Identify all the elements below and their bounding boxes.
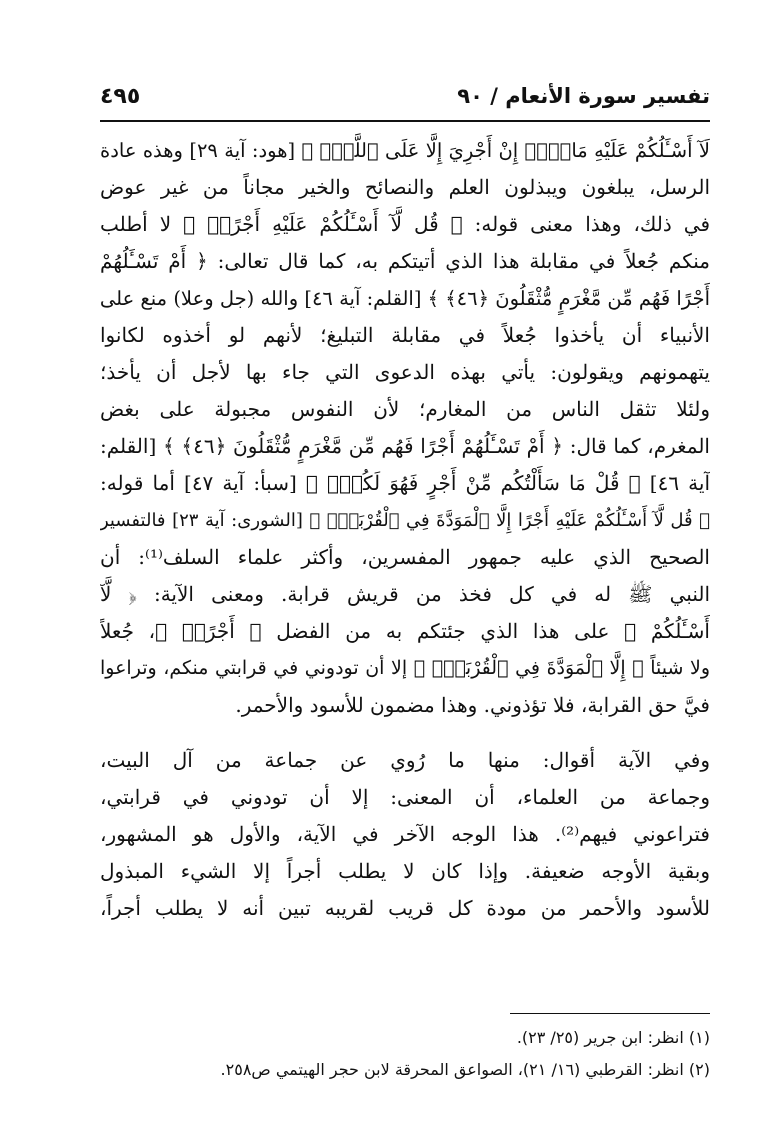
text-line: فتراعوني فيهم⁽²⁾. هذا الوجه الآخر في الآية، والأول هو المشهور، [100,822,710,846]
footnote-2: (٢) انظر: القرطبي (١٦/ ٢١)، الصواعق المحرقة لابن حجر الهيتمي ص٢٥٨. [220,1060,710,1079]
text-line: وبقية الأوجه ضعيفة. وإذا كان لا يطلب أجراً إلا الشيء المبذول [100,859,710,883]
text-line: في ذلك، وهذا معنى قوله: ﴿ قُل لَّآ أَسْـَٔلُكُمْ عَلَيْهِ أَجْرًاۖ ﴾ لا أطلب [100,212,710,236]
text-line: وفي الآية أقوال: منها ما رُوي عن جماعة من آل البيت، [100,748,710,772]
text-line: للأسود والأحمر من مودة كل قريب لقريبه تبين أنه لا يطلب أجراً، [100,896,710,920]
text-line: ولا شيئاً ﴿ إِلَّا ٱلْمَوَدَّةَ فِي ٱلْقُرْبَىٰۗ ﴾ إلا أن تودوني في قرابتي منكم، وتراعوا [100,657,710,679]
paragraph-gap [100,724,710,742]
text-line: الأنبياء أن يأخذوا جُعلاً في مقابلة التبليغ؛ لأنهم لو أخذوه لكانوا [100,323,710,347]
text-line: منكم جُعلاً في مقابلة هذا الذي أتيتكم به، كما قال تعالى: ﴿ أَمْ تَسْـَٔلُهُمْ [100,249,710,273]
text-line: النبي ﷺ له في كل فخذ من قريش قرابة. ومعنى الآية: ﴿ لَّآ [100,582,710,606]
text-line: فيَّ حق القرابة، فلا تؤذوني. وهذا مضمون للأسود والأحمر. [235,693,710,717]
text-line: الصحيح الذي عليه جمهور المفسرين، وأكثر علماء السلف⁽¹⁾: أن [100,545,710,569]
header-rule [100,120,710,122]
text-line: ولئلا تثقل الناس من المغارم؛ لأن النفوس مجبولة على بغض [100,397,710,421]
text-line: أَجْرًا فَهُم مِّن مَّغْرَمٍ مُّثْقَلُونَ ﴿٤٦﴾ ﴾ [القلم: آية ٤٦] والله (جل وعلا) منع على [100,287,710,310]
text-line: الرسل، يبلغون ويبذلون العلم والنصائح والخير مجاناً من غير عوض [100,175,710,199]
footnote-rule [510,1013,710,1014]
running-title: تفسير سورة الأنعام / ٩٠ [457,84,710,108]
text-line: وجماعة من العلماء، أن المعنى: إلا أن تودوني في قرابتي، [100,785,710,809]
text-line: لَآ أَسْـَٔلُكُمْ عَلَيْهِ مَالًاۖ إِنْ أَجْرِيَ إِلَّا عَلَى ٱللَّهِۚ ﴾ [هود: آية ٢٩] وهذه عادة [100,139,710,162]
footnotes [100,1022,710,1086]
text-line: أَسْـَٔلُكُمْ ﴾ على هذا الذي جئتكم به من الفضل ﴿ أَجْرًاۖ ﴾، جُعلاً [100,619,710,643]
text-line: آية ٤٦] ﴿ قُلْ مَا سَأَلْتُكُم مِّنْ أَجْرٍ فَهُوَ لَكُمْۖ ﴾ [سبأ: آية ٤٧] أما قوله: [100,471,710,495]
page-number: ٤٩٥ [100,84,141,109]
running-header [100,84,710,120]
text-line: المغرم، كما قال: ﴿ أَمْ تَسْـَٔلُهُمْ أَجْرًا فَهُم مِّن مَّغْرَمٍ مُّثْقَلُونَ ﴿٤٦﴾ ﴾ [القلم: [100,434,710,458]
text-line: يتهمونهم ويقولون: يأتي بهذه الدعوى التي جاء بها لأجل أن يأخذ؛ [100,360,710,384]
text-line: ﴿ قُل لَّآ أَسْـَٔلُكُمْ عَلَيْهِ أَجْرًا إِلَّا ٱلْمَوَدَّةَ فِي ٱلْقُرْبَىٰۗ ﴾ [الشورى: آية ٢٣] فالتفسير [100,510,710,531]
footnote-1: (١) انظر: ابن جرير (٢٥/ ٢٣). [516,1028,710,1047]
body-text [100,132,710,927]
